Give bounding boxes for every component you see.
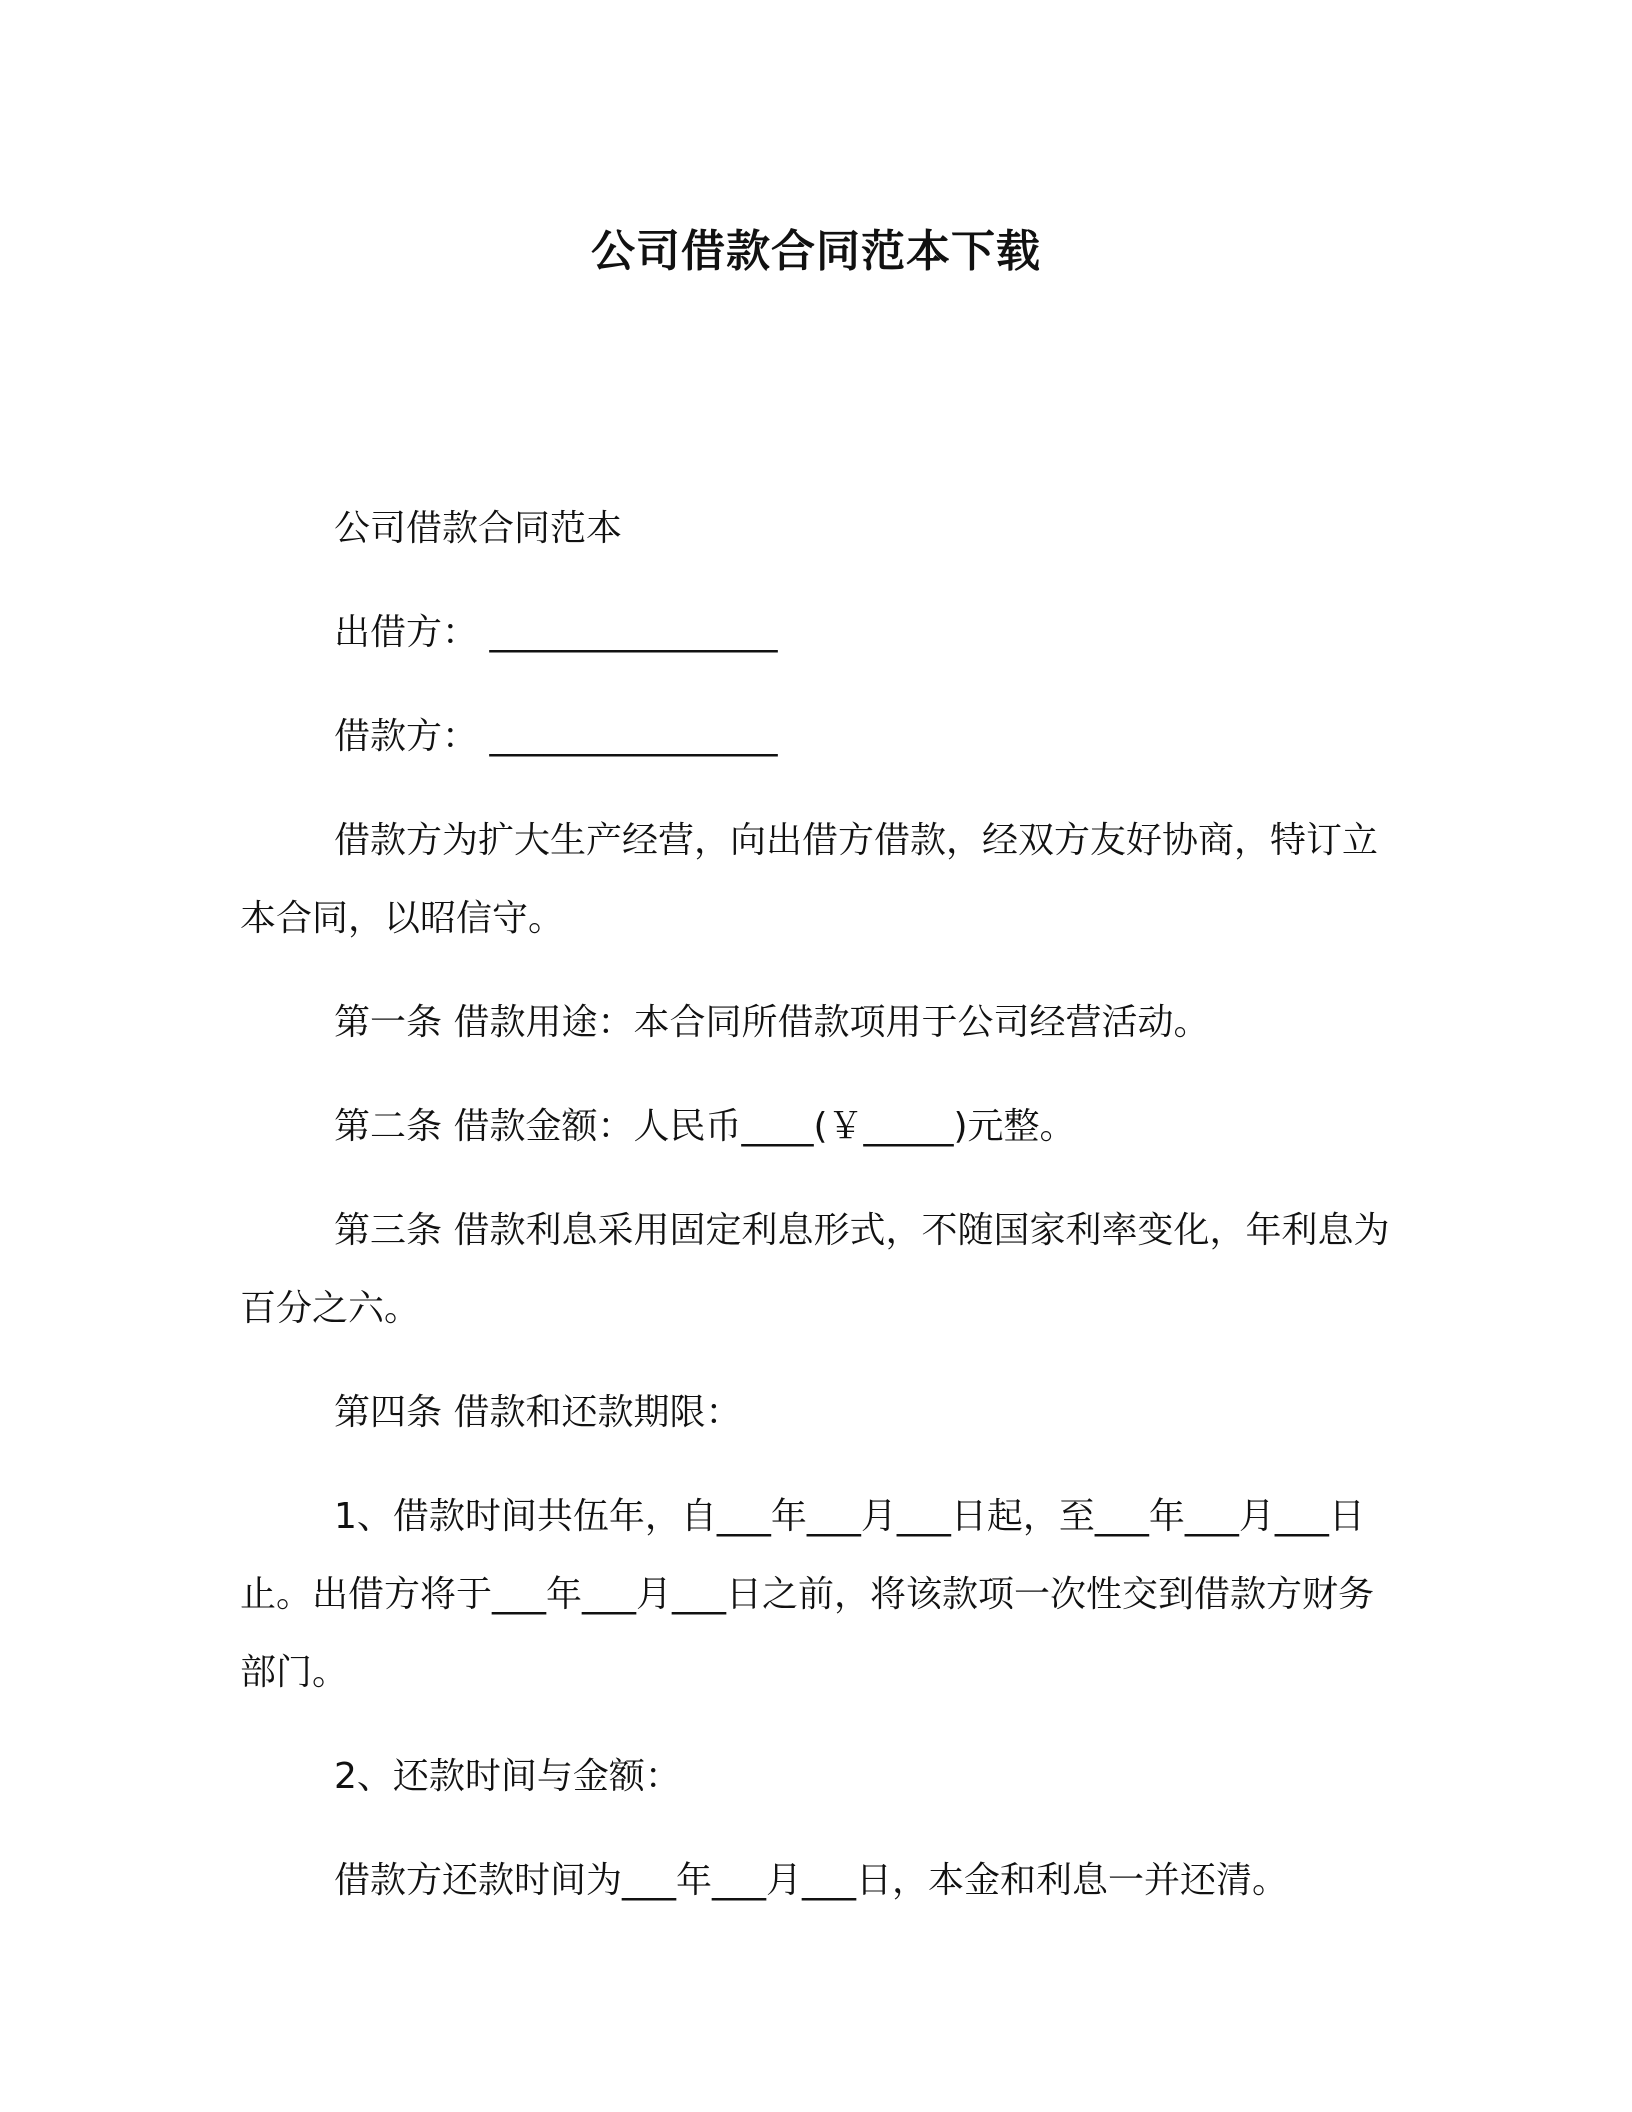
document-body [240,490,1390,1946]
term-clause-2: 2、还款时间与金额： [334,1756,681,1797]
document-title: 公司借款合同范本下载 [591,226,1041,277]
article-4-term: 第四条 借款和还款期限： [334,1392,742,1433]
contract-heading: 公司借款合同范本 [334,508,623,549]
article-1-purpose: 第一条 借款用途：本合同所借款项用于公司经营活动。 [334,1002,1210,1043]
preamble-paragraph: 借款方为扩大生产经营，向出借方借款，经双方友好协商，特订立本合同，以昭信守。 [240,820,1379,939]
borrower-line: 借款方： ________________ [334,716,778,757]
lender-line: 出借方： ________________ [334,612,778,653]
term-clause-1: 1、借款时间共伍年，自___年___月___日起，至___年___月___日止。出借方将于___年___月___日之前，将该款项一次性交到借款方财务部门。 [240,1496,1375,1693]
article-3-interest: 第三条 借款利息采用固定利息形式，不随国家利率变化，年利息为百分之六。 [240,1210,1390,1329]
article-2-amount: 第二条 借款金额：人民币____(￥_____)元整。 [334,1106,1076,1147]
repayment-paragraph: 借款方还款时间为___年___月___日，本金和利息一并还清。 [334,1860,1289,1901]
